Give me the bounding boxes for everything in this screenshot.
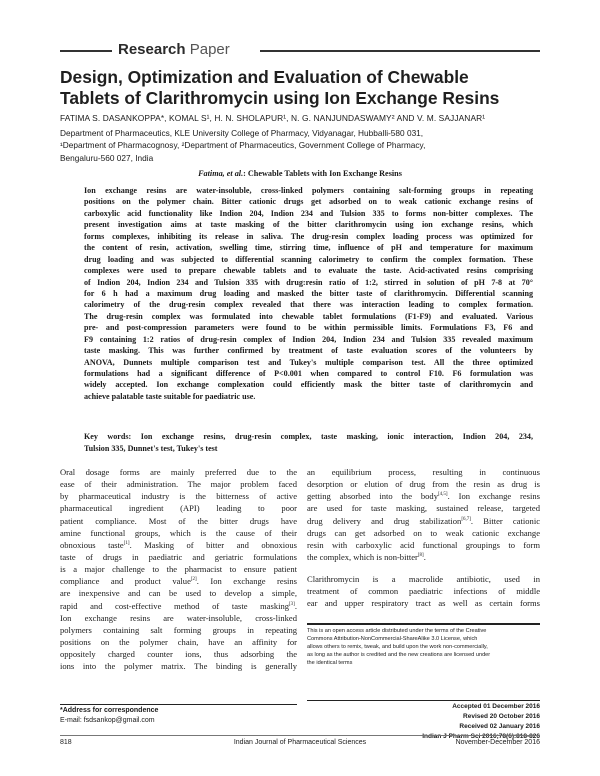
body-line [60,466,297,478]
body-line [307,527,540,539]
correspondence-label: *Address for correspondence [60,707,159,714]
section-rule-left [60,50,112,52]
abstract-line: F9 containing 1:2 ratios of drug-resin complex of Indion 204, Indion 234 and Tulsion 335 revealed maximum [84,334,533,344]
body-line [307,539,540,551]
abstract-line: positions on the polymer chain. Bitter cationic drugs get adsorbed on to weak cationic exchange resins of [84,197,533,207]
body-text: are inexpensive and can be used to develop a simple, [60,588,297,599]
body-line [60,478,297,490]
body-line [60,612,297,624]
abstract-line: ANOVA, Dunnets multiple comparison test and Tukey's multiple comparison test. All the three optimized [84,357,533,367]
body-line [307,478,540,490]
body-text: an equilibrium process, resulting in continuous [307,467,540,477]
keywords-line: Tulsion 335, Dunnet's test, Tukey's test [84,443,218,453]
revised-date: Revised 20 October 2016 [463,713,540,720]
abstract-line: complexes were used to prepare chewable tablets and to evaluate the taste. Acid-activated resins comprising [84,266,533,276]
page-footer [60,737,540,749]
body-text: is a major challenge to the pharmacist to ensure patient [60,564,297,575]
body-text: rapid and cost-effective method of taste masking [60,600,290,611]
authors: FATIMA S. DASANKOPPA*, KOMAL S¹, H. N. SHOLAPUR¹, N. G. NANJUNDASWAMY² AND V. M. SAJJANAR¹ [60,113,486,123]
abstract-line: pre- and post-compression parameters were found to be within permissible limits. Formulations F3, F6 and [84,323,533,333]
paper-title [60,67,540,109]
body-text: oppositely charged counter ions, thus adsorbing the [60,649,297,660]
body-text: . [423,551,426,562]
citation-ref[interactable]: [6,7] [461,516,471,522]
abstract-line: Ion exchange resins are water-insoluble, cross-linked polymers containing salt-forming groups in repeating [84,186,533,195]
body-text: . Masking of bitter and obnoxious [129,539,297,550]
footer-rule [60,735,540,736]
body-text: positions on the polymer chain, have an affinity for [60,636,297,647]
license-line: the identical terms [307,659,353,666]
abstract-line: formulations had a significant difference of P<0.001 when compared to control F10. F6 formulation was [84,369,533,378]
abstract-line: achieve palatable taste suitable for paediatric use. [84,391,256,401]
page-number: 818 [60,739,72,746]
body-line [307,466,540,478]
affiliation-line: Department of Pharmaceutics, KLE University College of Pharmacy, Vidyanagar, Hubballi-580 031, [60,128,424,138]
license-line: allows others to remix, tweak, and build upon the work non-commercially, [307,643,488,650]
section-label-bold: Research [118,41,186,58]
citation-ref[interactable]: [4,5] [437,492,448,498]
body-text: obnoxious taste [60,539,124,550]
body-text: Oral dosage forms are mainly preferred due to the [60,467,297,477]
body-line [60,490,297,502]
section-label [60,41,540,61]
citation-ref[interactable]: [1] [123,540,130,546]
body-text: amine functional groups, which is the cause of their [60,527,297,538]
body-text: the complex, which is non-bitter [307,551,418,562]
body-text: . [294,600,297,611]
body-line [60,539,297,551]
body-text: pharmaceutical ingredient (API) leading to poor [60,503,297,514]
body-line [60,636,297,648]
body-line [60,648,297,660]
body-text: . Ion exchange resins [196,576,297,587]
body-text: Clarithromycin is a macrolide antibiotic, used in [307,574,540,584]
section-rule-right [260,50,540,52]
abstract-line: present investigation aims at taste masking of the bitter clarithromycin using ion exchange resins, which [84,220,533,230]
body-text: . Ion exchange resins [447,491,540,502]
body-text: treatment of common paediatric infections of middle [307,586,540,597]
body-line [307,551,540,563]
abstract-line: the content of resin, activation, swelling time, stirring time, influence of pH and temperature for maximum [84,243,533,253]
body-column-left [60,466,297,672]
title-line-2: Tablets of Clarithromycin using Ion Exchange Resins [60,88,500,108]
body-line [307,502,540,514]
abstract-line: taste masking. This was further confirmed by treatment of taste evaluation scores of the volunteers by [84,346,533,356]
body-text: taste of drugs in paediatric and geriatric formulations [60,551,297,562]
body-text: resin with carboxylic acid functional groupings to form [307,539,540,550]
affiliation-line: ¹Department of Pharmacognosy, ²Department of Pharmaceutics, Government College of Pharmacy, [60,140,426,151]
section-label-light: Paper [189,41,230,58]
abstract [84,185,533,402]
journal-name: Indian Journal of Pharmaceutical Sciences [233,739,367,746]
body-text: getting absorbed into the body [307,491,438,502]
body-text: ease of their administration. The major problem faced [60,479,297,490]
license-line: as long as the author is credited and the new creations are licensed under [307,651,491,658]
accepted-date: Accepted 01 December 2016 [452,703,540,710]
body-line [60,502,297,514]
body-text: polymers containing salt forming groups in repeating [60,624,297,635]
section-label-text [118,41,230,59]
keywords-line: Key words: Ion exchange resins, drug-resin complex, taste masking, ionic interaction, Indion 204, 234, [84,432,533,441]
body-text: drugs can get adsorbed on to weak cationic exchange [307,527,540,538]
abstract-line: carboxylic acid functionality like Indion 204, Indion 234 and Tulsion 335 to forms non-bitter complexes. The [84,208,533,218]
correspondence [60,704,297,726]
body-text: are used for taste masking, sustained release, targeted [307,503,540,514]
citation: Indian J Pharm Sci 2016;78(6):818-826 [422,733,540,740]
abstract-line: of Indion 204, Indion 234 and Tulsion 335 with drug:resin ratio of 1:2, stirred in solution of pH 7-8 at 70° [84,277,533,287]
body-column-right [307,466,540,563]
body-line [307,573,540,585]
body-text: drug delivery and drug stabilization [307,515,462,526]
running-head-authors: Fatima, et al. [198,169,244,178]
body-line [60,551,297,563]
affiliations [60,127,550,164]
abstract-line: drug loading and was subjected to differential scanning calorimetry to confirm the complex formation. These [84,254,533,264]
received-date: Received 02 January 2016 [459,723,540,730]
body-line [60,575,297,587]
citation-ref[interactable]: [8] [417,552,424,558]
license-line: Commons Attribution-NonCommercial-ShareAlike 3.0 License, which [307,635,478,642]
body-line [60,563,297,575]
abstract-line: The drug-resin complex was formulated into chewable tablet formulations (F1-F9) and evaluated. Various [84,311,533,321]
body-line [307,585,540,597]
body-text: by pharmaceutical industry is the bitterness of active [60,491,297,502]
body-line [60,527,297,539]
running-head-text: : Chewable Tablets with Ion Exchange Resins [243,169,402,178]
abstract-line: widely accepted. Ion exchange complexation could efficiently mask the bitter taste of clarithromycin and [84,380,533,390]
body-line [60,600,297,612]
body-text: ions into the polymer matrix. The binding is generally [60,661,297,672]
body-text: Ion exchange resins are water-insoluble, cross-linked [60,612,297,623]
body-line [60,660,297,672]
body-column-right-paragraph-2 [307,573,540,609]
body-line [307,515,540,527]
abstract-line: forms complexes, inhibiting its release in saliva. The drug-resin complex loading process was optimized for [84,231,533,241]
body-text: compliance and product value [60,576,191,587]
correspondence-email[interactable]: E-mail: fsdsankop@gmail.com [60,717,155,724]
affiliation-line: Bengaluru-560 027, India [60,152,154,163]
body-text: desorption or elution of drug from the resin as drug is [307,479,540,490]
body-line [307,597,540,609]
license-line: This is an open access article distributed under the terms of the Creative [307,628,487,634]
running-head [0,168,600,179]
issue-date: November-December 2016 [455,739,540,746]
title-line-1: Design, Optimization and Evaluation of Chewable [60,67,469,87]
abstract-line: calorimetry of the drug-resin complex revealed that there was interaction leading to complex formation. [84,300,533,310]
license-notice [307,623,540,668]
keywords [84,431,533,454]
body-text: ear and upper respiratory tract as well as certain forms [307,598,540,609]
body-text: patient compliance. Most of the bitter drugs have [60,515,297,526]
body-line [60,624,297,636]
body-line [60,587,297,599]
body-line [60,515,297,527]
abstract-line: for 6 h had a maximum drug loading and masked the bitter taste of clarithromycin. Differential scanning [84,288,533,298]
body-text: . Bitter cationic [470,515,540,526]
body-line [307,490,540,502]
citation-ref[interactable]: [3] [289,601,295,607]
citation-ref[interactable]: [2] [190,577,197,583]
